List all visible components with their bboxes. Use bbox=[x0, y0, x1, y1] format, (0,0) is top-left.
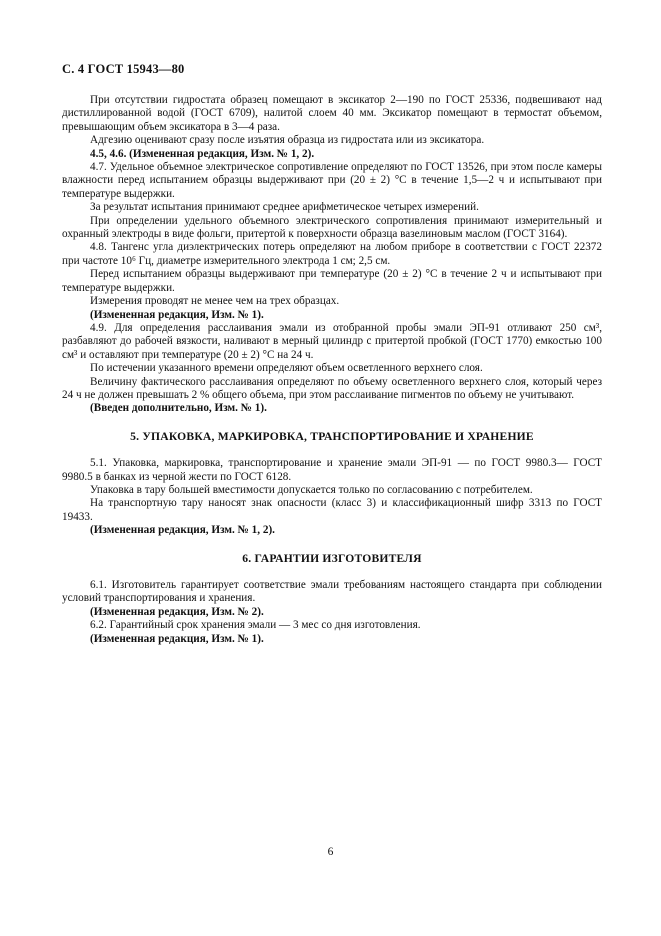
amendment-note: (Введен дополнительно, Изм. № 1). bbox=[90, 402, 267, 415]
paragraph: 4.9. Для определения расслаивания эмали из отобранной пробы эмали ЭП-91 отливают 250 см³, разбавляют до рабочей вязкости, наливают в мерный цилиндр с притертой пробкой (ГОСТ 1770) емкостью 100 см³ и оставляют при температуре (20 ± 2) °С на 24 ч. bbox=[62, 321, 602, 361]
paragraph: За результат испытания принимают среднее арифметическое четырех измерений. bbox=[90, 201, 479, 214]
amendment-note: 4.5, 4.6. (Измененная редакция, Изм. № 1, 2). bbox=[90, 147, 315, 160]
paragraph: Перед испытанием образцы выдерживают при температуре (20 ± 2) °С в течение 2 ч и испытывают при температуре выдержки. bbox=[62, 268, 602, 294]
paragraph: На транспортную тару наносят знак опасности (класс 3) и классификационный шифр 3313 по ГОСТ 19433. bbox=[62, 497, 602, 523]
paragraph: Измерения проводят не менее чем на трех образцах. bbox=[90, 295, 340, 308]
paragraph: 6.2. Гарантийный срок хранения эмали — 3 мес со дня изготовления. bbox=[90, 619, 421, 632]
amendment-note: (Измененная редакция, Изм. № 1). bbox=[90, 632, 264, 645]
paragraph: 5.1. Упаковка, маркировка, транспортирование и хранение эмали ЭП-91 — по ГОСТ 9980.3— ГОСТ 9980.5 в банках из черной жести по ГОСТ 6128. bbox=[62, 457, 602, 483]
document-body bbox=[62, 94, 602, 646]
paragraph: 4.7. Удельное объемное электрическое сопротивление определяют по ГОСТ 13526, при этом после камеры влажности перед испытанием образцы выдерживают при (20 ± 2) °С в течение 1,5—2 ч и испытывают при температуре выдержки. bbox=[62, 161, 602, 200]
paragraph: 4.8. Тангенс угла диэлектрических потерь определяют на любом приборе в соответствии с ГОСТ 22372 при частоте 10⁶ Гц, диаметре измерительного электрода 1 см; 2,5 см. bbox=[62, 241, 602, 267]
paragraph: Величину фактического расслаивания определяют по объему осветленного верхнего слоя, который через 24 ч не должен превышать 2 % общего объема, при этом расслаивание пигментов по объему не учитывают. bbox=[62, 375, 602, 401]
page-number: 6 bbox=[327, 846, 334, 858]
paragraph: Адгезию оценивают сразу после изъятия образца из гидростата или из эксикатора. bbox=[90, 134, 485, 147]
paragraph: При определении удельного объемного электрического сопротивления принимают измерительный и охранный электроды в виде фольги, притертой к поверхности образца вазелиновым маслом (ГОСТ 3164). bbox=[62, 214, 602, 241]
section-heading: 6. ГАРАНТИИ ИЗГОТОВИТЕЛЯ bbox=[242, 551, 422, 565]
paragraph: Упаковка в тару большей вместимости допускается только по согласованию с потребителем. bbox=[90, 483, 533, 496]
paragraph: По истечении указанного времени определяют объем осветленного верхнего слоя. bbox=[90, 362, 483, 375]
section-heading: 5. УПАКОВКА, МАРКИРОВКА, ТРАНСПОРТИРОВАНИЕ И ХРАНЕНИЕ bbox=[130, 429, 534, 443]
paragraph: При отсутствии гидростата образец помещают в эксикатор 2—190 по ГОСТ 25336, подвешивают над дистиллированной водой (ГОСТ 6709), налитой слоем 40 мм. Эксикатор помещают в термостат объемом, превышающим объем эксикатора в 3—4 раза. bbox=[62, 94, 602, 133]
amendment-note: (Измененная редакция, Изм. № 2). bbox=[90, 605, 264, 618]
amendment-note: (Измененная редакция, Изм. № 1, 2). bbox=[90, 524, 275, 537]
page-header: С. 4 ГОСТ 15943—80 bbox=[62, 62, 185, 76]
paragraph: 6.1. Изготовитель гарантирует соответствие эмали требованиям настоящего стандарта при соблюдении условий транспортирования и хранения. bbox=[62, 579, 602, 605]
amendment-note: (Измененная редакция, Изм. № 1). bbox=[90, 308, 264, 321]
